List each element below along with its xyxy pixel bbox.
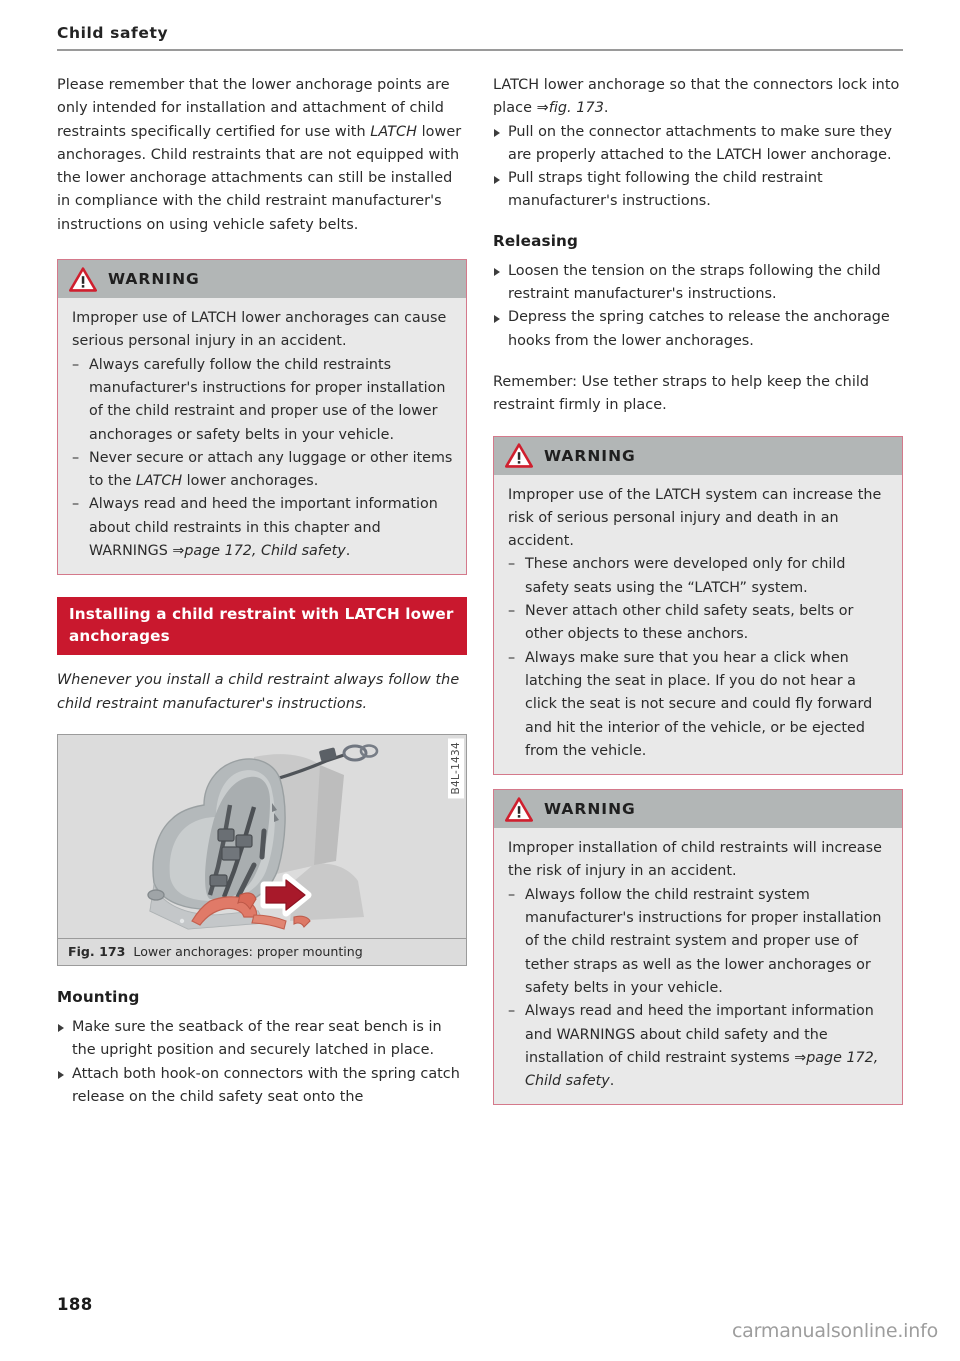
warning-body [494, 475, 902, 775]
figure-caption [57, 939, 467, 966]
intro-part-2: lower anchorages. Child restraints that are not equipped with the lower anchorage attachments can still be installed in compliance with the child restraint manufacturer's instructions on using vehicle safety belts. [57, 123, 462, 233]
continuation-prefix: LATCH lower anchorage so that the connectors lock into place [493, 77, 900, 117]
warning-item: – These anchors were developed only for child safety seats using the “LATCH” system. [508, 553, 889, 600]
running-head [57, 24, 903, 51]
warning-item-list [508, 553, 889, 763]
warning-triangle-icon [505, 797, 533, 822]
left-column [57, 74, 467, 1109]
warning-lead: Improper installation of child restraints will increase the risk of injury in an accident. [508, 840, 882, 880]
releasing-step: Depress the spring catches to release the anchorage hooks from the lower anchorages. [493, 306, 903, 353]
warning-item: – Never attach other child safety seats, belts or other objects to these anchors. [508, 600, 889, 647]
warning-lead: Improper use of the LATCH system can increase the risk of serious personal injury and death in an accident. [508, 486, 882, 550]
warning-item [72, 447, 453, 494]
cross-reference-link[interactable]: fig. 173 [548, 100, 604, 117]
page-title: Child safety [57, 24, 169, 42]
warning-title: WARNING [544, 446, 636, 465]
releasing-step-list [493, 260, 903, 353]
cross-reference-arrow-icon: ⇒ [172, 543, 185, 560]
mounting-step: Attach both hook-on connectors with the spring catch release on the child safety seat onto the [57, 1063, 467, 1110]
warning-header [494, 790, 902, 828]
warning-item [72, 493, 453, 563]
page-number: 188 [57, 1295, 93, 1314]
right-column [493, 74, 903, 1105]
remember-paragraph: Remember: Use tether straps to help keep the child restraint firmly in place. [493, 373, 870, 414]
cross-reference-link[interactable]: page 172, Child safety [525, 1049, 879, 1090]
figure-caption-label: Fig. 173 [68, 943, 126, 959]
warning-triangle-icon [69, 267, 97, 292]
mounting-step-list-continued [493, 121, 903, 214]
source-watermark: carmanualsonline.info [731, 1320, 938, 1342]
section-heading: Installing a child restraint with LATCH lower anchorages [57, 597, 467, 655]
mounting-step-list [57, 1016, 467, 1109]
intro-paragraph [57, 74, 467, 237]
mounting-step: Make sure the seatback of the rear seat bench is in the upright position and securely latched in place. [57, 1016, 467, 1063]
warning-triangle-icon [505, 443, 533, 468]
warning-header [58, 260, 466, 298]
warning-item-suffix: . [609, 1073, 615, 1090]
warning-item-list [72, 354, 453, 564]
warning-box-1 [57, 259, 467, 575]
intro-part-1: Please remember that the lower anchorage points are only intended for installation and attachment of child restraints specifically certified for use with [57, 77, 450, 140]
warning-item-suffix: lower anchorages. [182, 473, 319, 490]
child-seat-illustration [58, 735, 466, 938]
mounting-step: Pull straps tight following the child restraint manufacturer's instructions. [493, 167, 903, 214]
warning-box-2 [493, 436, 903, 776]
warning-body [494, 828, 902, 1104]
figure-caption-text: Lower anchorages: proper mounting [133, 943, 363, 959]
header-rule [57, 49, 903, 51]
warning-item-list [508, 884, 889, 1094]
warning-item-prefix: Never secure or attach any luggage or other items to the [89, 449, 453, 490]
warning-item-italic: LATCH [135, 473, 183, 490]
releasing-heading: Releasing [493, 231, 579, 250]
warning-title: WARNING [108, 270, 200, 289]
warning-item: – Always carefully follow the child restraints manufacturer's instructions for proper installation of the child restraint and proper use of the lower anchorages or safety belts in your vehicle. [72, 354, 453, 447]
warning-item: – Always make sure that you hear a click when latching the seat in place. If you do not hear a click the seat is not secure and could fly forward and hit the interior of the vehicle, or be ejected from the vehicle. [508, 647, 889, 763]
section-intro: Whenever you install a child restraint always follow the child restraint manufacturer's instructions. [57, 672, 460, 712]
warning-item: – Always follow the child restraint system manufacturer's instructions for proper installation of the child restraint system and proper use of tether straps as well as the lower anchorages or safety belts in your vehicle. [508, 884, 889, 1000]
figure-id-label: B4L-1434 [448, 738, 464, 798]
intro-italic-latch: LATCH [370, 123, 417, 140]
releasing-step: Loosen the tension on the straps following the child restraint manufacturer's instructions. [493, 260, 903, 307]
warning-item-suffix: . [345, 543, 351, 560]
cross-reference-arrow-icon: ⇒ [794, 1049, 807, 1066]
warning-header [494, 437, 902, 475]
warning-body [58, 298, 466, 574]
cross-reference-link[interactable]: page 172, Child safety [184, 543, 346, 560]
figure-frame [57, 734, 467, 939]
warning-box-3 [493, 789, 903, 1105]
warning-item [508, 1000, 889, 1093]
cross-reference-arrow-icon: ⇒ [536, 100, 549, 117]
mounting-step: Pull on the connector attachments to make sure they are properly attached to the LATCH lower anchorage. [493, 121, 903, 168]
continuation-suffix: . [603, 100, 609, 117]
warning-title: WARNING [544, 800, 636, 819]
warning-item-prefix: Always read and heed the important information and WARNINGS about child safety and the installation of child restraint systems [525, 1003, 874, 1066]
figure-173 [57, 734, 467, 966]
continuation-paragraph [493, 74, 903, 121]
mounting-heading: Mounting [57, 987, 140, 1006]
warning-lead: Improper use of LATCH lower anchorages can cause serious personal injury in an accident. [72, 310, 447, 350]
warning-item-prefix: Always read and heed the important information about child restraints in this chapter and WARNINGS [89, 496, 438, 560]
